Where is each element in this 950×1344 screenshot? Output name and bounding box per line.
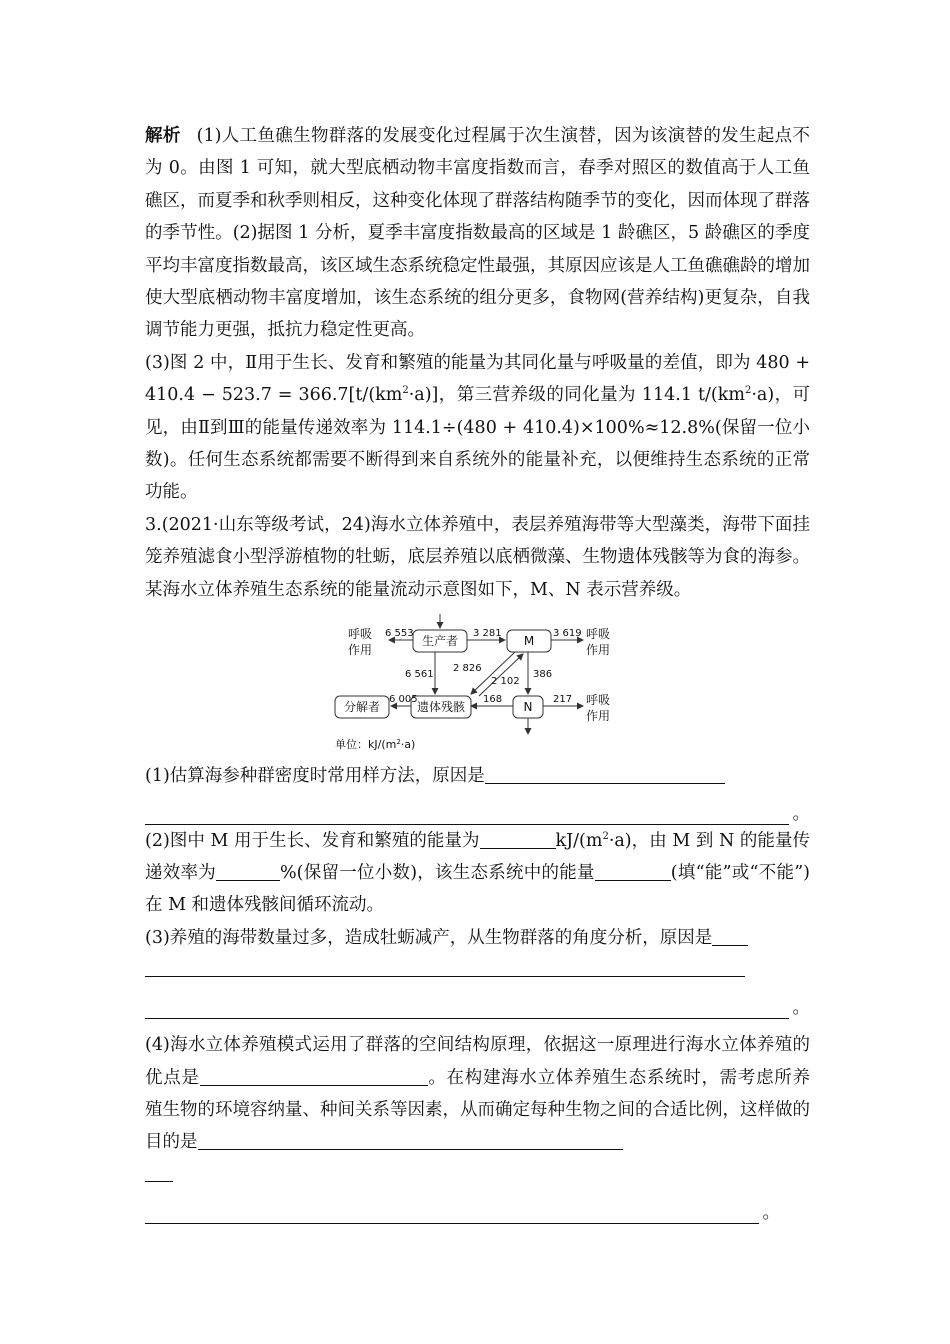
flow-remains-to-decomposer: 6 005	[389, 694, 418, 706]
n-label: N	[523, 700, 533, 715]
question-2: (2)图中 M 用于生长、发育和繁殖的能量为 $kJ/(m^2\cdot a)$，由 M 到 N 的能量传递效率为 %(保留一位小数)，该生态系统中的能量 (填“能”或“不能”)在 M 和遗体残骸间循环流动。	[145, 825, 810, 922]
answer-blank-1b[interactable]	[145, 802, 789, 825]
answer-line-3b: 。	[145, 987, 810, 1019]
unit-label: 单位：$kJ/(m^2\cdot a)$	[335, 738, 416, 752]
resp-label-3b: 作用	[586, 709, 611, 724]
question-intro: 3.(2021·山东等级考试，24)海水立体养殖中，表层养殖海带等大型藻类，海带下面挂笼养殖滤食小型浮游植物的牡蛎，底层养殖以底栖微藻、生物遗体残骸等为食的海参。某海水立体养殖生态系统的能量流动示意图如下，M、N 表示营养级。	[145, 514, 810, 600]
resp-label-1b: 作用	[348, 643, 373, 658]
resp-label-3a: 呼吸	[586, 693, 611, 708]
remains-label: 遗体残骸	[416, 700, 466, 715]
m-label: M	[523, 634, 535, 649]
question-4: (4)海水立体养殖模式运用了群落的空间结构原理，依据这一原理进行海水立体养殖的优点是 。在构建海水立体养殖生态系统时，需考虑所养殖生物的环境容纳量、种间关系等因素，从而确定每种生物之间的合适比例，这样做的目的是	[145, 1035, 810, 1153]
flow-m-to-n: 386	[533, 669, 553, 681]
answer-blank-4c[interactable]	[145, 1201, 759, 1224]
answer-blank-2c[interactable]	[595, 860, 671, 881]
answer-blank-2b[interactable]	[216, 860, 280, 881]
analysis-text: (1)人工鱼礁生物群落的发展变化过程属于次生演替，因为该演替的发生起点不为 0。由图 1 可知，就大型底栖动物丰富度指数而言，春季对照区的数值高于人工鱼礁区，而夏季和秋季则相反，这种变化体现了群落结构随季节的变化，因而体现了群落的季节性。(2)据图 1 分析，夏季丰富度指数最高的区域是 1 龄礁区，5 龄礁区的季度平均丰富度指数最高，该区域生态系统稳定性最强，其原因应该是人工鱼礁礁龄的增加使大型底栖动物丰富度增加，该生态系统的组分更多，食物网(营养结构)更复杂，自我调节能力更强，抵抗力稳定性更高。	[145, 126, 810, 341]
document-page	[145, 120, 810, 1224]
answer-line-3a[interactable]	[145, 954, 745, 977]
decomposer-label: 分解者	[343, 700, 381, 715]
answer-line-4b-cont[interactable]	[145, 1159, 173, 1182]
resp-label-2a: 呼吸	[586, 627, 611, 642]
flow-producer-resp: 6 553	[385, 628, 414, 640]
resp-label-1a: 呼吸	[348, 627, 373, 642]
flow-m-to-remains: 2 826	[453, 663, 482, 675]
answer-blank-3b[interactable]	[145, 996, 789, 1019]
answer-blank-2a[interactable]	[480, 828, 556, 849]
energy-flow-diagram	[145, 614, 810, 754]
flow-producer-to-remains: 6 561	[405, 669, 434, 681]
answer-blank-4a[interactable]	[200, 1065, 428, 1086]
energy-flow-svg	[145, 614, 810, 754]
question-1: (1)估算海参种群密度时常用样方法，原因是	[145, 760, 810, 792]
flow-remains-to-m: 2 102	[491, 676, 520, 688]
flow-m-resp: 3 619	[553, 628, 582, 640]
answer-blank-1[interactable]	[485, 763, 725, 784]
answer-blank-3[interactable]	[712, 925, 748, 946]
answer-line-4c: 。	[145, 1192, 780, 1224]
flow-n-resp: 217	[553, 694, 573, 706]
flow-producer-to-m: 3 281	[473, 628, 502, 640]
resp-label-2b: 作用	[586, 643, 611, 658]
answer-blank-4b[interactable]	[198, 1129, 623, 1150]
producer-label: 生产者	[421, 634, 459, 649]
analysis-paragraph-1	[145, 120, 810, 347]
answer-line-1: 。	[145, 793, 810, 825]
analysis-paragraph-2: (3)图 2 中，Ⅱ用于生长、发育和繁殖的能量为其同化量与呼吸量的差值，即为 $480 + 410.4 - 523.7 = 366.7[t/(km^2\cdot a)]$，第三营养级的同化量为 114.1 $t/(km^2\cdot a)$，可见，由Ⅱ到Ⅲ的能量传递效率为 114.1÷(480 + 410.4)×100%≈12.8%(保留一位小数)。任何生态系统都需要不断得到来自系统外的能量补充，以便维持生态系统的正常功能。	[145, 352, 810, 503]
remains-to-m-arrow	[479, 654, 523, 696]
analysis-label: 解析	[145, 126, 181, 146]
flow-n-to-remains: 168	[483, 694, 503, 706]
question-3: (3)养殖的海带数量过多，造成牡蛎减产，从生物群落的角度分析，原因是	[145, 922, 810, 954]
